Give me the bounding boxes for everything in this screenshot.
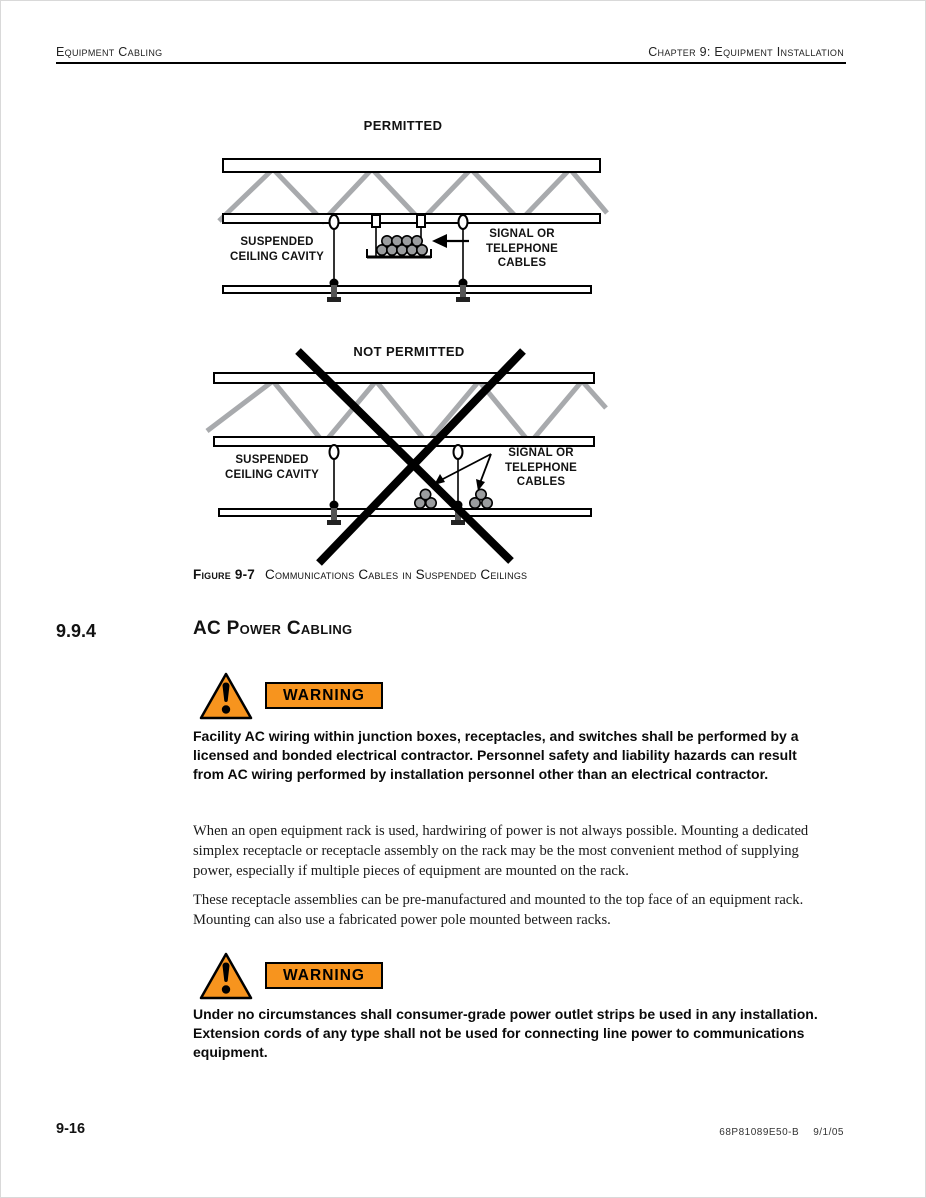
footer-page-number: 9-16 xyxy=(56,1121,86,1137)
top-beam xyxy=(223,159,600,172)
truss-zigzag xyxy=(207,381,606,443)
footer-doc-info xyxy=(719,1127,844,1138)
warning-text: Under no circumstances shall consumer-grade power outlet strips be used in any installation. Extension cords of any type shall not be used for connecting line power to communications equipment. xyxy=(193,1006,818,1060)
middle-beam xyxy=(214,437,594,446)
warning-badge: WARNING xyxy=(265,682,383,709)
cables-on-tiles-left xyxy=(415,489,436,508)
ceiling-rail xyxy=(219,509,591,516)
header-left: Equipment Cabling xyxy=(56,45,163,59)
header-right: Chapter 9: Equipment Installation xyxy=(648,45,844,59)
footer-doc-code: 68P81089E50-B xyxy=(719,1127,800,1138)
cables-label-permitted: SIGNAL OR TELEPHONE CABLES xyxy=(485,228,559,269)
footer-date: 9/1/05 xyxy=(813,1127,844,1138)
warning-triangle-icon xyxy=(199,951,253,1001)
cables-on-tiles-right xyxy=(470,489,492,508)
warning-triangle-icon xyxy=(199,671,253,721)
permitted-title: PERMITTED xyxy=(363,118,443,133)
cavity-label-permitted: SUSPENDED CEILING CAVITY xyxy=(230,236,324,263)
top-beam xyxy=(214,373,594,383)
figure-caption xyxy=(193,567,527,582)
section-number: 9.9.4 xyxy=(56,621,97,641)
cavity-label-not-permitted: SUSPENDED CEILING CAVITY xyxy=(225,454,319,481)
body-paragraph: These receptacle assemblies can be pre-manufactured and mounted to the top face of an equipment rack. Mounting can also use a fabricated power pole mounted between racks. xyxy=(193,892,804,928)
cable-bundle xyxy=(377,236,427,255)
section-title: AC Power Cabling xyxy=(193,618,353,639)
hanger-wire-right xyxy=(454,445,463,510)
warning-text: Facility AC wiring within junction boxes, receptacles, and switches shall be performed by a licensed and bonded electrical contractor. Personnel safety and liability hazards can result from AC wiring performed by installation personnel other than an electrical contractor. xyxy=(193,728,799,782)
figure-caption-text: Communications Cables in Suspended Ceilings xyxy=(265,567,528,582)
body-paragraph: When an open equipment rack is used, hardwiring of power is not always possible. Mounting a dedicated simplex receptacle or receptacle assembly on the rack may be the most convenient method of supplying power, especially if multiple pieces of equipment are mounted on the rack. xyxy=(193,823,809,879)
cables-label-not-permitted: SIGNAL OR TELEPHONE CABLES xyxy=(504,447,578,488)
middle-beam xyxy=(223,214,600,223)
figure-caption-label: Figure 9-7 xyxy=(193,567,256,582)
not-permitted-title: NOT PERMITTED xyxy=(353,344,465,359)
ceiling-rail xyxy=(223,286,591,293)
warning-badge: WARNING xyxy=(265,962,383,989)
header-rule xyxy=(56,62,846,64)
